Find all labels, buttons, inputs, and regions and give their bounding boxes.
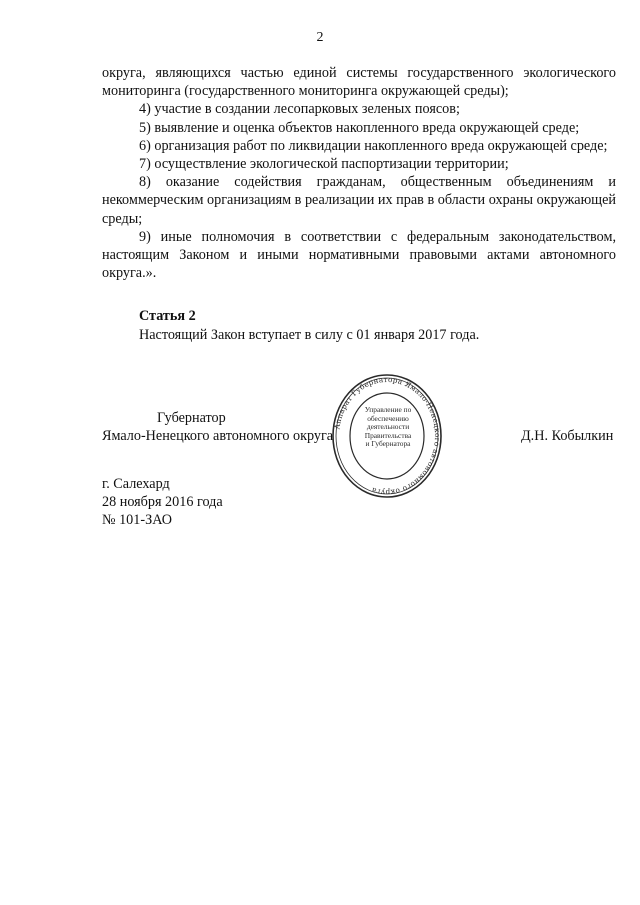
- list-item: 8) оказание содействия гражданам, общественным объединениям и некоммерческим организациям в реализации их прав в области охраны окружающей среды;: [102, 174, 616, 227]
- paragraph-continuation: округа, являющихся частью единой системы государственного экологического мониторинга (государственного мониторинга окружающей среды);: [102, 65, 616, 100]
- stamp-line: Правительства: [364, 430, 412, 440]
- list-item: 5) выявление и оценка объектов накопленного вреда окружающей среде;: [139, 119, 580, 136]
- signatory-name: Д.Н. Кобылкин: [521, 428, 614, 444]
- list-item: 6) организация работ по ликвидации накопленного вреда окружающей среде;: [139, 137, 608, 154]
- official-stamp: [331, 372, 443, 500]
- signing-date: 28 ноября 2016 года: [102, 494, 223, 510]
- list-item: 4) участие в создании лесопарковых зеленых поясов;: [139, 101, 460, 118]
- signatory-title: Губернатор: [157, 410, 226, 426]
- stamp-line: и Губернатора: [365, 439, 411, 449]
- signing-city: г. Салехард: [102, 476, 170, 492]
- article-text: Настоящий Закон вступает в силу с 01 января 2017 года.: [139, 327, 480, 343]
- article-title: Статья 2: [139, 308, 196, 324]
- stamp-ring-text: Аппарат Губернатора Ямало-Ненецкого автономного округа: [332, 374, 443, 498]
- stamp-center-text: [353, 406, 423, 449]
- document-body: [102, 64, 616, 282]
- stamp-line: обеспечению: [367, 413, 409, 423]
- stamp-line: Управление по: [364, 405, 412, 414]
- law-number: № 101-ЗАО: [102, 512, 172, 528]
- page-number: 2: [316, 30, 324, 45]
- signatory-region: Ямало-Ненецкого автономного округа: [102, 428, 334, 444]
- list-item: 7) осуществление экологической паспортизации территории;: [139, 156, 509, 173]
- stamp-line: деятельности: [366, 422, 410, 432]
- list-item: 9) иные полномочия в соответствии с федеральным законодательством, настоящим Законом и иными нормативными правовыми актами автономного округа.».: [102, 228, 616, 282]
